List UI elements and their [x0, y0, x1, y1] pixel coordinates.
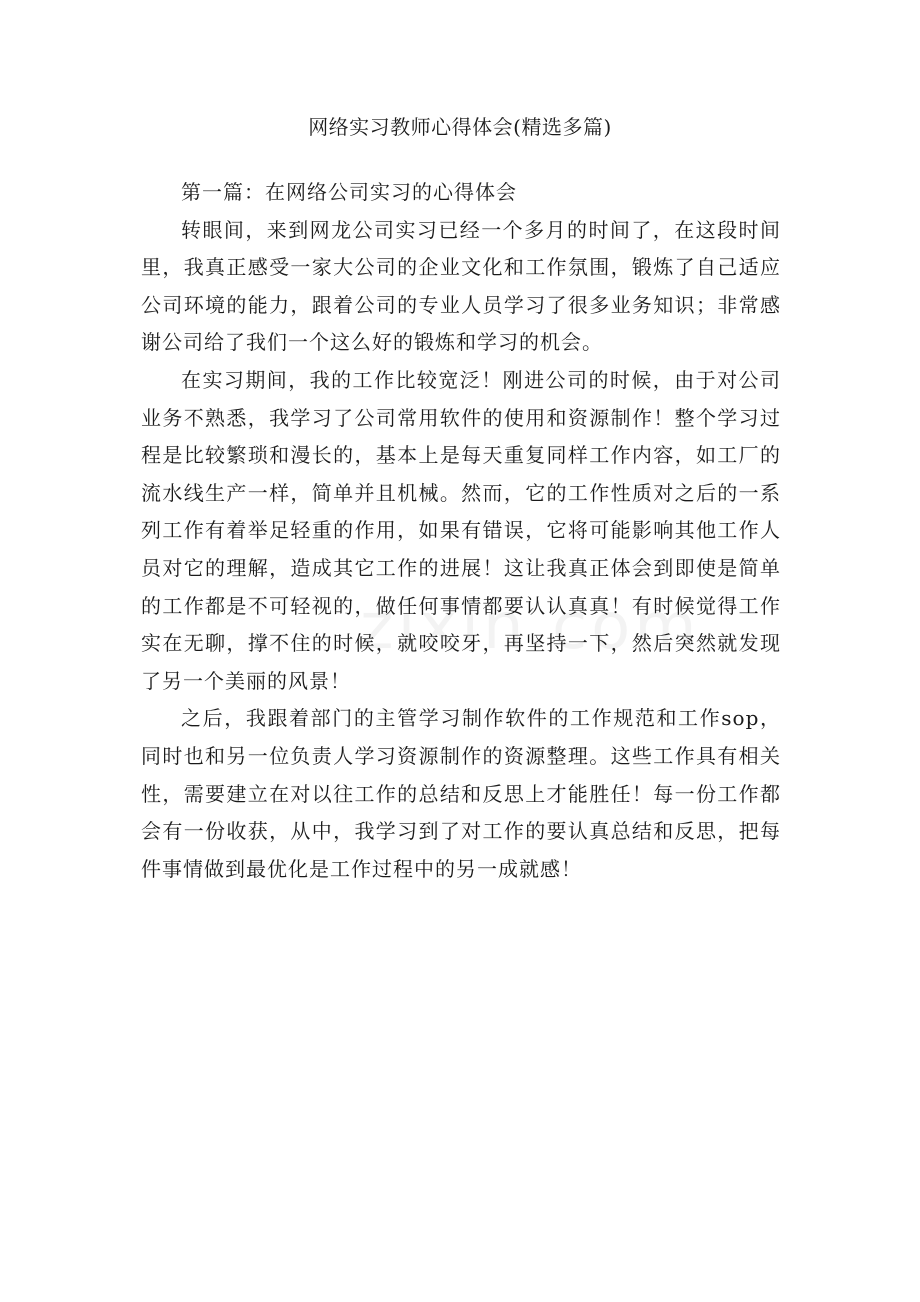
- document-body: [141, 174, 781, 888]
- paragraph-2: 在实习期间，我的工作比较宽泛！刚进公司的时候，由于对公司业务不熟悉，我学习了公司常用软件的使用和资源制作！整个学习过程是比较繁琐和漫长的，基本上是每天重复同样工作内容，如工厂的流水线生产一样，简单并且机械。然而，它的工作性质对之后的一系列工作有着举足轻重的作用，如果有错误，它将可能影响其他工作人员对它的理解，造成其它工作的进展！这让我真正体会到即使是简单的工作都是不可轻视的，做任何事情都要认认真真！有时候觉得工作实在无聊，撑不住的时候，就咬咬牙，再坚持一下，然后突然就发现了另一个美丽的风景！: [141, 367, 781, 693]
- document-title: 网络实习教师心得体会(精选多篇): [308, 115, 612, 139]
- paragraph-1: 转眼间，来到网龙公司实习已经一个多月的时间了，在这段时间里，我真正感受一家大公司的企业文化和工作氛围，锻炼了自己适应公司环境的能力，跟着公司的专业人员学习了很多业务知识；非常感谢公司给了我们一个这么好的锻炼和学习的机会。: [141, 217, 781, 355]
- section-heading: 第一篇：在网络公司实习的心得体会: [181, 180, 517, 204]
- paragraph-3: 之后，我跟着部门的主管学习制作软件的工作规范和工作sop，同时也和另一位负责人学习资源制作的资源整理。这些工作具有相关性，需要建立在对以往工作的总结和反思上才能胜任！每一份工作都会有一份收获，从中，我学习到了对工作的要认真总结和反思，把每件事情做到最优化是工作过程中的另一成就感！: [141, 706, 781, 881]
